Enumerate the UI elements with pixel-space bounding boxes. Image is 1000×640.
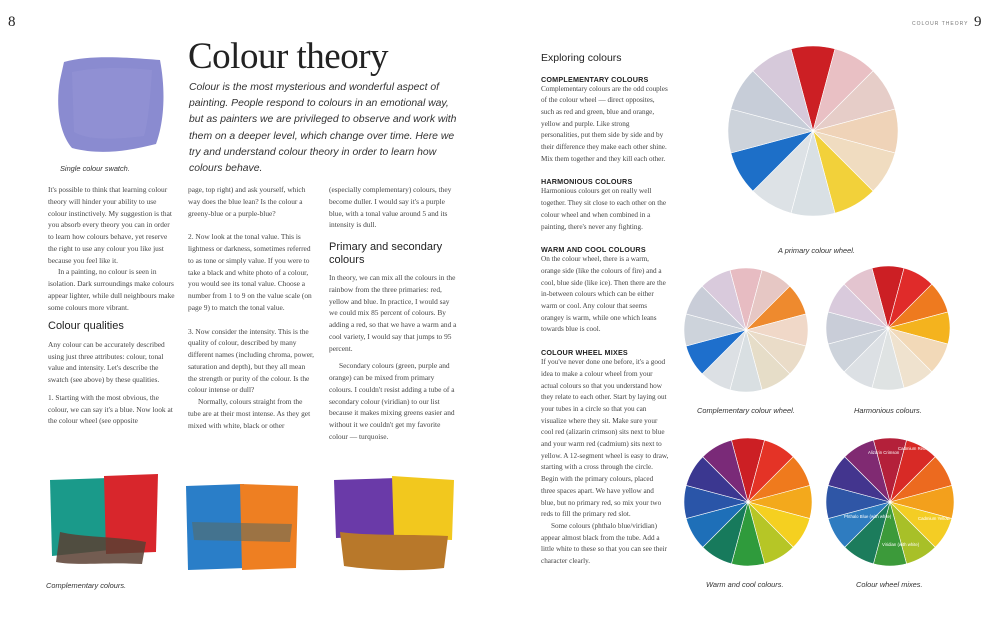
harmonious-wheel-caption: Harmonious colours. [854,406,922,415]
section-heading: Primary and secondary colours [329,241,443,266]
page-title: Colour theory [188,36,389,77]
warm-cool-wheel-caption: Warm and cool colours. [706,580,784,589]
running-head: COLOUR THEORY [912,21,969,27]
paragraph: page, top right) and ask yourself, which way does the blue lean? Is the colour a greeny-blue or a purple-blue? [188,185,306,218]
paragraph: Normally, colours straight from the tube are at their most intense. As they get mixed with white, black or other [188,397,311,430]
body-column-1 [48,184,176,427]
paragraph: 1. Starting with the most obvious, the colour, we can say it's a blue. Now look at the colour wheel (see opposite [48,392,173,426]
intro-text: Colour is the most mysterious and wonderful aspect of painting. People respond to colours in an emotional way, but as painters we are privileged to observe and work with them on a deeper level, which change over time. Here we try and understand colour theory in order to learn how colours behave. [189,82,457,175]
mixes-wheel-caption: Colour wheel mixes. [856,580,923,589]
right-heading: Exploring colours [541,52,622,64]
complementary-colour-wheel [682,266,810,394]
paragraph: Some colours (phthalo blue/viridian) appear almost black from the tube. Add a little white to these so that you can see their character clearly. [541,522,667,566]
swatch-caption: Single colour swatch. [60,164,130,173]
primary-wheel-caption: A primary colour wheel. [778,246,855,255]
label-cadmium-red: Cadmium Red [898,446,926,451]
paragraph: 2. Now look at the tonal value. This is lightness or darkness, sometimes referred to as tone or simply value. If you were to take a black and white photo of a colour, you would see its tonal value. Choose a number from 1 to 9 on the value scale (on page 9) to match the tonal value. [188,232,312,312]
subheading-complementary: COMPLEMENTARY COLOURS [541,74,649,84]
right-text-column [541,52,669,568]
swatches-caption: Complementary colours. [46,581,127,590]
paragraph: It's possible to think that learning colour theory will hinder your ability to use colour instinctively. My suggestion is that you absorb every theory you can in order to learn how colours behave, yet reserve the right to use any colour you like just because you feel like it. [48,185,172,265]
wheel-segments [826,266,950,390]
harmonious-colour-wheel [824,264,952,392]
page-number-left: 8 [8,14,16,30]
label-phthalo: Phthalo Blue (with white) [844,514,892,519]
wheel-segments [684,268,808,392]
wheel-segments [684,438,812,566]
paragraph: Any colour can be accurately described using just three attributes: colour, tonal value and intensity. Let's describe the swatch (see above) by these qualities. [48,339,165,384]
section-heading: Colour qualities [48,320,124,333]
page-number-right: 9 [974,14,982,30]
paragraph: Secondary colours (green, purple and orange) can be mixed from primary colours. I couldn't resist adding a tube of a secondary colour (viridian) to our list because it makes mixing greens easier and without it we couldn't get my favorite colour — turquoise. [329,361,455,441]
primary-colour-wheel [726,44,900,218]
wheel-segments [728,46,898,216]
label-cadmium-yellow: Cadmium Yellow [918,516,950,521]
body-column-3 [329,184,457,443]
swatch-red-green [46,472,162,568]
subheading-warm-cool: WARM AND COOL COLOURS [541,245,646,255]
body-column-2 [188,184,316,431]
paragraph: In a painting, no colour is seen in isolation. Dark surroundings make colours appear lighter, while dull neighbours make some colours more vibrant. [48,267,175,312]
swatch-purple-yellow [330,476,458,574]
paragraph: On the colour wheel, there is a warm, orange side (like the colours of fire) and a cool, blue side (like ice). Then there are the in-between colours which can be either warm or cool. Any colour that seems orangey is warm, while one which leans towards blue is cool. [541,255,666,334]
label-viridian: Viridian (with white) [882,542,920,547]
swatch-blue-orange [184,482,302,574]
complementary-wheel-caption: Complementary colour wheel. [697,406,795,415]
paragraph: Complementary colours are the odd couples of the colour wheel — direct opposites, such as red and green, blue and orange, yellow and purple. Like strong personalities, put them side by side and by their difference they make each other shine. Mix them together and they kill each other. [541,84,668,163]
single-colour-swatch [52,52,172,160]
paragraph: 3. Now consider the intensity. This is the quality of colour, described by many different names (including chroma, power, saturation and depth), but they all mean the strength or purity of the colour. Is the colour intense or dull? [188,326,314,395]
paragraph: Harmonious colours get on really well together. They sit close to each other on the colour wheel and when combined in a painting, there's never any fighting. [541,187,667,231]
warm-cool-colour-wheel [682,436,814,568]
paragraph: If you've never done one before, it's a good idea to make a colour wheel from your actual colours so that you understand how they relate to each other. Start by laying out your tubes in a circle so that you can visualize where they sit. Make sure your cool red (alizarin crimson) sits next to blue and your warm red (cadmium) sits next to yellow. A 12-segment wheel is easy to draw, starting with a cross through the circle. Begin with the primary colours, placed three spaces apart. We have yellow and blue, but no primary red, so mix your two reds to fill the primary red slot. [541,358,669,519]
label-alizarin: Alizarin Crimson [868,450,900,455]
subheading-harmonious: HARMONIOUS COLOURS [541,177,633,187]
subheading-wheel-mixes: COLOUR WHEEL MIXES [541,348,628,358]
colour-wheel-mixes [824,436,956,568]
paragraph: (especially complementary) colours, they become duller. I would say it's a purple blue, with a tonal value around 5 and its intensity is dull. [329,185,452,230]
paragraph: In theory, we can mix all the colours in the rainbow from the three primaries: red, yellow and blue. In practice, I would say we could mix 85 percent of colours. By adding a red, so that we have a warm and a cool variety, I would say that jumps to 95 percent. [329,273,457,353]
